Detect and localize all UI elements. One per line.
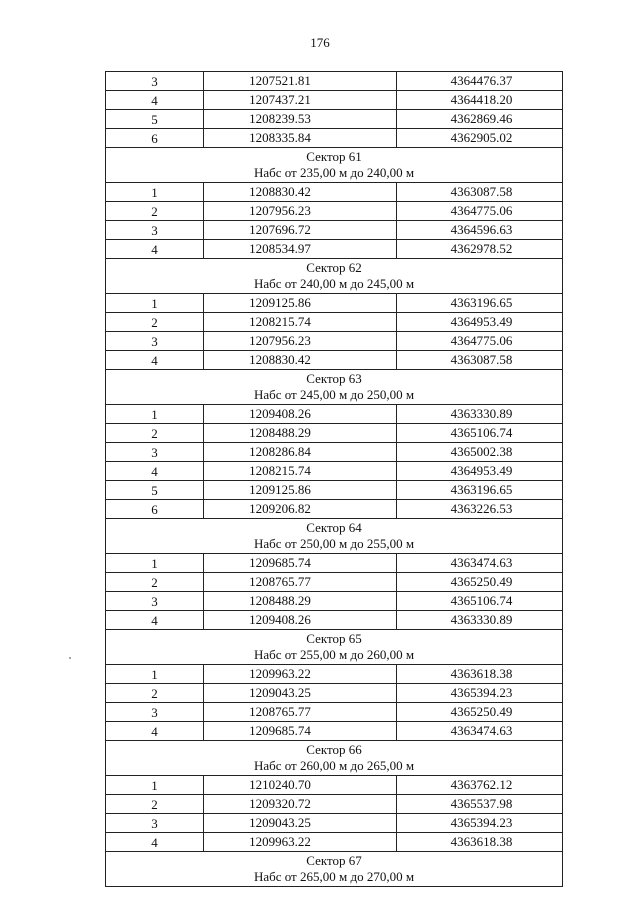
point-number-cell: 3 [106,703,204,722]
y-coordinate-cell: 4362905.02 [397,129,563,148]
x-coordinate-cell: 1208239.53 [204,110,397,129]
table-row [106,500,563,519]
table-row [106,573,563,592]
table-row [106,795,563,814]
sector-title: Сектор 61 [306,149,362,164]
y-coordinate-cell: 4363196.65 [397,481,563,500]
x-coordinate-cell: 1209043.25 [204,684,397,703]
point-number-cell: 2 [106,795,204,814]
table-row [106,72,563,91]
point-number-cell: 3 [106,221,204,240]
x-coordinate-cell: 1209206.82 [204,500,397,519]
point-number-cell: 4 [106,91,204,110]
y-coordinate-cell: 4363226.53 [397,500,563,519]
sector-title: Сектор 67 [306,853,362,868]
table-row [106,129,563,148]
table-row [106,722,563,741]
sector-depth-range: Набс от 235,00 м до 240,00 м [253,165,415,180]
point-number-cell: 4 [106,722,204,741]
point-number-cell: 4 [106,611,204,630]
x-coordinate-cell: 1209320.72 [204,795,397,814]
point-number-cell: 6 [106,129,204,148]
x-coordinate-cell: 1209685.74 [204,554,397,573]
table-row [106,351,563,370]
point-number-cell: 4 [106,462,204,481]
table-row [106,814,563,833]
x-coordinate-cell: 1209043.25 [204,814,397,833]
y-coordinate-cell: 4363196.65 [397,294,563,313]
y-coordinate-cell: 4363330.89 [397,611,563,630]
y-coordinate-cell: 4365394.23 [397,814,563,833]
table-row [106,183,563,202]
point-number-cell: 3 [106,72,204,91]
x-coordinate-cell: 1210240.70 [204,776,397,795]
y-coordinate-cell: 4363762.12 [397,776,563,795]
x-coordinate-cell: 1209125.86 [204,294,397,313]
x-coordinate-cell: 1209408.26 [204,611,397,630]
table-row [106,332,563,351]
table-row [106,462,563,481]
y-coordinate-cell: 4362978.52 [397,240,563,259]
y-coordinate-cell: 4364775.06 [397,332,563,351]
sector-header-row [106,370,563,405]
x-coordinate-cell: 1208488.29 [204,592,397,611]
x-coordinate-cell: 1208286.84 [204,443,397,462]
y-coordinate-cell: 4362869.46 [397,110,563,129]
y-coordinate-cell: 4363330.89 [397,405,563,424]
sector-header [106,148,563,183]
x-coordinate-cell: 1208534.97 [204,240,397,259]
table-row [106,221,563,240]
sector-depth-range: Набс от 265,00 м до 270,00 м [253,869,415,884]
sector-header [106,259,563,294]
x-coordinate-cell: 1207956.23 [204,202,397,221]
sector-title: Сектор 66 [306,742,362,757]
y-coordinate-cell: 4363087.58 [397,183,563,202]
y-coordinate-cell: 4364476.37 [397,72,563,91]
point-number-cell: 1 [106,665,204,684]
point-number-cell: 4 [106,351,204,370]
y-coordinate-cell: 4364953.49 [397,313,563,332]
table-row [106,240,563,259]
point-number-cell: 1 [106,554,204,573]
y-coordinate-cell: 4365394.23 [397,684,563,703]
point-number-cell: 1 [106,294,204,313]
sector-header-row [106,852,563,887]
table-row [106,294,563,313]
coordinates-table-body [106,72,563,887]
point-number-cell: 4 [106,240,204,259]
y-coordinate-cell: 4363618.38 [397,833,563,852]
x-coordinate-cell: 1209963.22 [204,833,397,852]
x-coordinate-cell: 1208488.29 [204,424,397,443]
point-number-cell: 1 [106,183,204,202]
sector-header-row [106,519,563,554]
table-row [106,481,563,500]
sector-header [106,630,563,665]
table-row [106,405,563,424]
sector-title: Сектор 64 [306,520,362,535]
y-coordinate-cell: 4365250.49 [397,573,563,592]
point-number-cell: 5 [106,110,204,129]
table-row [106,665,563,684]
table-row [106,833,563,852]
sector-depth-range: Набс от 260,00 м до 265,00 м [253,758,415,773]
x-coordinate-cell: 1208830.42 [204,351,397,370]
y-coordinate-cell: 4364596.63 [397,221,563,240]
x-coordinate-cell: 1208335.84 [204,129,397,148]
table-row [106,91,563,110]
point-number-cell: 2 [106,424,204,443]
y-coordinate-cell: 4365106.74 [397,592,563,611]
point-number-cell: 1 [106,776,204,795]
y-coordinate-cell: 4364775.06 [397,202,563,221]
table-row [106,554,563,573]
x-coordinate-cell: 1209685.74 [204,722,397,741]
point-number-cell: 2 [106,684,204,703]
sector-title: Сектор 65 [306,631,362,646]
y-coordinate-cell: 4363474.63 [397,554,563,573]
point-number-cell: 3 [106,443,204,462]
point-number-cell: 3 [106,592,204,611]
y-coordinate-cell: 4363618.38 [397,665,563,684]
point-number-cell: 2 [106,573,204,592]
x-coordinate-cell: 1208765.77 [204,703,397,722]
y-coordinate-cell: 4364953.49 [397,462,563,481]
y-coordinate-cell: 4365106.74 [397,424,563,443]
sector-depth-range: Набс от 240,00 м до 245,00 м [253,276,415,291]
table-row [106,202,563,221]
point-number-cell: 1 [106,405,204,424]
sector-header-row [106,630,563,665]
y-coordinate-cell: 4363087.58 [397,351,563,370]
x-coordinate-cell: 1209963.22 [204,665,397,684]
point-number-cell: 6 [106,500,204,519]
sector-header [106,741,563,776]
x-coordinate-cell: 1207696.72 [204,221,397,240]
sector-title: Сектор 63 [306,371,362,386]
sector-depth-range: Набс от 250,00 м до 255,00 м [253,536,415,551]
table-row [106,611,563,630]
point-number-cell: 5 [106,481,204,500]
table-row [106,684,563,703]
scan-speck [69,657,71,659]
sector-depth-range: Набс от 245,00 м до 250,00 м [253,387,415,402]
sector-header [106,852,563,887]
x-coordinate-cell: 1207437.21 [204,91,397,110]
page-number: 176 [310,35,330,50]
x-coordinate-cell: 1208215.74 [204,462,397,481]
table-row [106,313,563,332]
table-row [106,443,563,462]
point-number-cell: 2 [106,202,204,221]
x-coordinate-cell: 1209408.26 [204,405,397,424]
sector-header [106,370,563,405]
sector-header-row [106,259,563,294]
x-coordinate-cell: 1207956.23 [204,332,397,351]
x-coordinate-cell: 1208765.77 [204,573,397,592]
x-coordinate-cell: 1208215.74 [204,313,397,332]
coordinates-table [105,71,563,887]
sector-header-row [106,741,563,776]
point-number-cell: 3 [106,814,204,833]
point-number-cell: 2 [106,313,204,332]
sector-depth-range: Набс от 255,00 м до 260,00 м [253,647,415,662]
y-coordinate-cell: 4363474.63 [397,722,563,741]
table-row [106,592,563,611]
x-coordinate-cell: 1208830.42 [204,183,397,202]
table-row [106,424,563,443]
y-coordinate-cell: 4365250.49 [397,703,563,722]
y-coordinate-cell: 4365537.98 [397,795,563,814]
sector-header [106,519,563,554]
sector-title: Сектор 62 [306,260,362,275]
x-coordinate-cell: 1209125.86 [204,481,397,500]
point-number-cell: 4 [106,833,204,852]
sector-header-row [106,148,563,183]
table-row [106,110,563,129]
point-number-cell: 3 [106,332,204,351]
x-coordinate-cell: 1207521.81 [204,72,397,91]
table-row [106,703,563,722]
y-coordinate-cell: 4365002.38 [397,443,563,462]
y-coordinate-cell: 4364418.20 [397,91,563,110]
table-row [106,776,563,795]
